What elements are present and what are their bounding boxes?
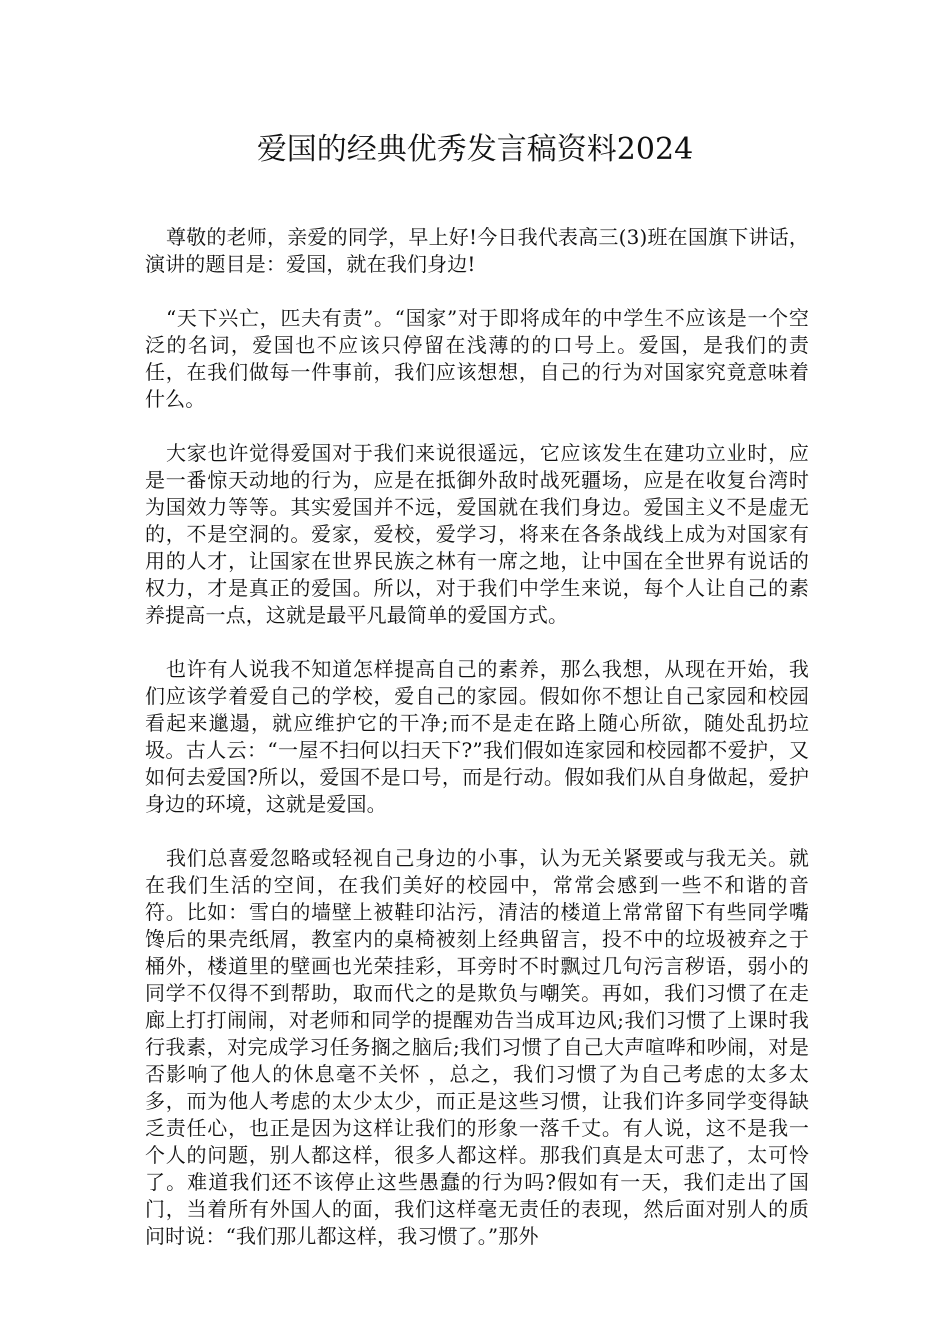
paragraph-responsibility: “天下兴亡，匹夫有责”。“国家”对于即将成年的中学生不应该是一个空泛的名词，爱国也不应该只停留在浅薄的的口号上。爱国，是我们的责任，在我们做每一件事前，我们应该想想，自己的行为对国家究竟意味着什么。 xyxy=(145,306,809,411)
paragraph-greeting: 尊敬的老师，亲爱的同学，早上好!今日我代表高三(3)班在国旗下讲话，演讲的题目是：爱国，就在我们身边! xyxy=(145,225,809,276)
paragraph-small-habits: 我们总喜爱忽略或轻视自己身边的小事，认为无关紧要或与我无关。就在我们生活的空间，在我们美好的校园中，常常会感到一些不和谐的音符。比如：雪白的墙壁上被鞋印沾污，清洁的楼道上常常留下有些同学嘴馋后的果壳纸屑，教室内的桌椅被刻上经典留言，投不中的垃圾被弃之于桶外，楼道里的壁画也光荣挂彩，耳旁时不时飘过几句污言秽语，弱小的同学不仅得不到帮助，取而代之的是欺负与嘲笑。再如，我们习惯了在走廊上打打闹闹，对老师和同学的提醒劝告当成耳边风;我们习惯了上课时我行我素，对完成学习任务搁之脑后;我们习惯了自己大声喧哗和吵闹，对是否影响了他人的休息毫不关怀 ，总之，我们习惯了为自己考虑的太多太多，而为他人考虑的太少太少，而正是这些习惯，让我们许多同学变得缺乏责任心，也正是因为这样让我们的形象一落千丈。有人说，这不是我一个人的问题，别人都这样，很多人都这样。那我们真是太可悲了，太可怜了。难道我们还不该停止这些愚蠢的行为吗?假如有一天，我们走出了国门，当着所有外国人的面，我们这样毫无责任的表现，然后面对别人的质问时说：“我们那儿都这样，我习惯了。”那外 xyxy=(145,846,809,1248)
document-title: 爱国的经典优秀发言稿资料2024 xyxy=(256,132,694,167)
paragraph-self-improvement: 也许有人说我不知道怎样提高自己的素养，那么我想，从现在开始，我们应该学着爱自己的学校，爱自己的家园。假如你不想让自己家园和校园看起来邋遢，就应维护它的干净;而不是走在路上随心所欲，随处乱扔垃圾。古人云：“一屋不扫何以扫天下?”我们假如连家园和校园都不爱护，又如何去爱国?所以，爱国不是口号，而是行动。假如我们从自身做起，爱护身边的环境，这就是爱国。 xyxy=(145,657,809,816)
paragraph-patriotism-nearby: 大家也许觉得爱国对于我们来说很遥远，它应该发生在建功立业时，应是一番惊天动地的行为，应是在抵御外敌时战死疆场，应是在收复台湾时为国效力等等。其实爱国并不远，爱国就在我们身边。爱国主义不是虚无的，不是空洞的。爱家，爱校，爱学习，将来在各条战线上成为对国家有用的人才，让国家在世界民族之林有一席之地，让中国在全世界有说话的权力，才是真正的爱国。所以，对于我们中学生来说，每个人让自己的素养提高一点，这就是最平凡最简单的爱国方式。 xyxy=(145,441,809,627)
document-body xyxy=(145,224,809,1277)
